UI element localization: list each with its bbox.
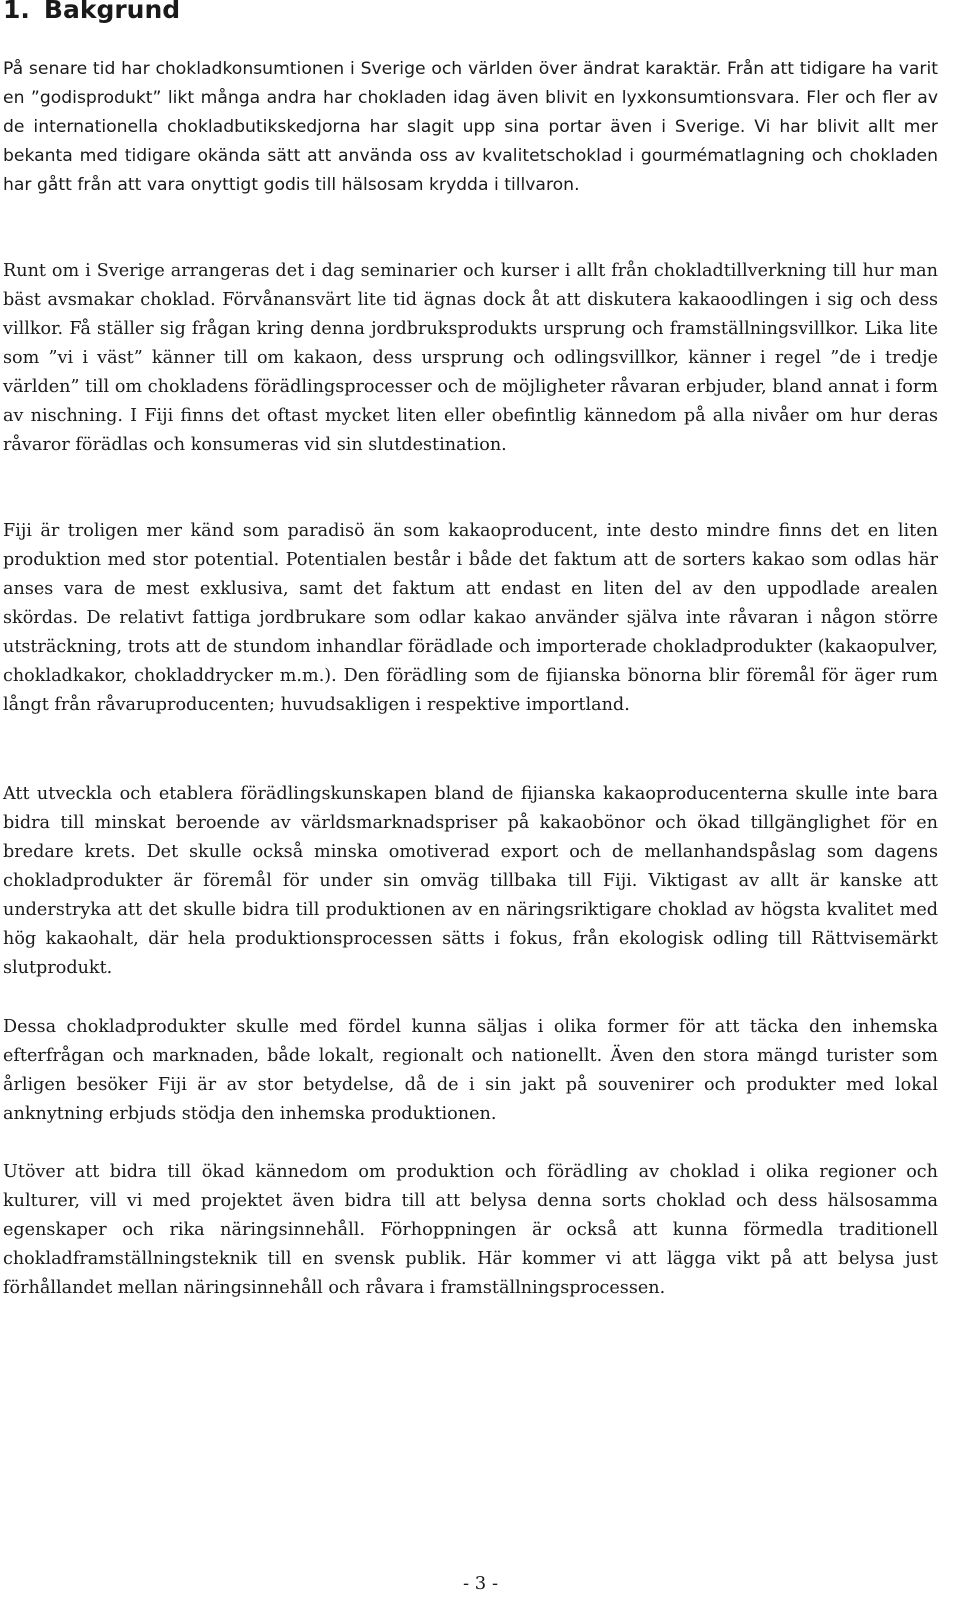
page-number: - 3 - <box>462 1573 499 1594</box>
paragraph-markets: Dessa chokladprodukter skulle med fördel kunna säljas i olika former för att täcka den inhemska efterfrågan och marknaden, både lokalt, regionalt och nationellt. Även den stora mängd turister som årligen besöker Fiji är av stor betydelse, då de i sin jakt på souvenirer och produkter med lokal anknytning erbjuds stödja den inhemska produktionen. <box>3 1017 938 1124</box>
section-title: Bakgrund <box>43 0 181 24</box>
paragraph-fiji-production: Fiji är troligen mer känd som paradisö än som kakaoproducent, inte desto mindre finns det en liten produktion med stor potential. Potentialen består i både det faktum att de sorters kakao som odlas här anses vara de mest exklusiva, samt det faktum att endast en liten del av den uppodlade arealen skördas. De relativt fattiga jordbrukare som odlar kakao använder själva inte råvaran i någon större utsträckning, trots att de stundom inhandlar förädlade och importerade chokladprodukter (kakaopulver, chokladkakor, chokladdrycker m.m.). Den förädling som de fijianska bönorna blir föremål för äger rum långt från råvaruproducenten; huvudsakligen i respektive importland. <box>3 521 938 715</box>
section-number: 1. <box>3 0 30 24</box>
section-heading <box>3 0 180 24</box>
paragraph-intro: På senare tid har chokladkonsumtionen i Sverige och världen över ändrat karaktär. Från att tidigare ha varit en ”godisprodukt” likt många andra har chokladen idag även blivit en lyxkonsumtionsvara. Fler och fler av de internationella chokladbutikskedjorna har slagit upp sina portar även i Sverige. Vi har blivit allt mer bekanta med tidigare okända sätt att använda oss av kvalitetschoklad i gourmématlagning och chokladen har gått från att vara onyttigt godis till hälsosam krydda i tillvaron. <box>3 59 938 195</box>
paragraph-project-goals: Utöver att bidra till ökad kännedom om produktion och förädling av choklad i olika regioner och kulturer, vill vi med projektet även bidra till att belysa denna sorts choklad och dess hälsosamma egenskaper och rika näringsinnehåll. Förhoppningen är också att kunna förmedla traditionell chokladframställningsteknik till en svensk publik. Här kommer vi att lägga vikt på att belysa just förhållandet mellan näringsinnehåll och råvara i framställningsprocessen. <box>3 1162 938 1298</box>
paragraph-seminars: Runt om i Sverige arrangeras det i dag seminarier och kurser i allt från chokladtillverkning till hur man bäst avsmakar choklad. Förvånansvärt lite tid ägnas dock åt att diskutera kakaoodlingen i sig och dess villkor. Få ställer sig frågan kring denna jordbruksprodukts ursprung och framställningsvillkor. Lika lite som ”vi i väst” känner till om kakaon, dess ursprung och odlingsvillkor, känner i regel ”de i tredje världen” till om chokladens förädlingsprocesser och de möjligheter råvaran erbjuder, bland annat i form av nischning. I Fiji finns det oftast mycket liten eller obefintlig kännedom på alla nivåer om hur deras råvaror förädlas och konsumeras vid sin slutdestination. <box>3 261 938 455</box>
paragraph-processing-knowledge: Att utveckla och etablera förädlingskunskapen bland de fijianska kakaoproducenterna skulle inte bara bidra till minskat beroende av världsmarknadspriser på kakaobönor och ökad tillgänglighet för en bredare krets. Det skulle också minska omotiverad export och de mellanhandspåslag som dagens chokladprodukter är föremål för under sin omväg tillbaka till Fiji. Viktigast av allt är kanske att understryka att det skulle bidra till produktionen av en näringsriktigare choklad av högsta kvalitet med hög kakaohalt, där hela produktionsprocessen sätts i fokus, från ekologisk odling till Rättvisemärkt slutprodukt. <box>3 784 938 978</box>
